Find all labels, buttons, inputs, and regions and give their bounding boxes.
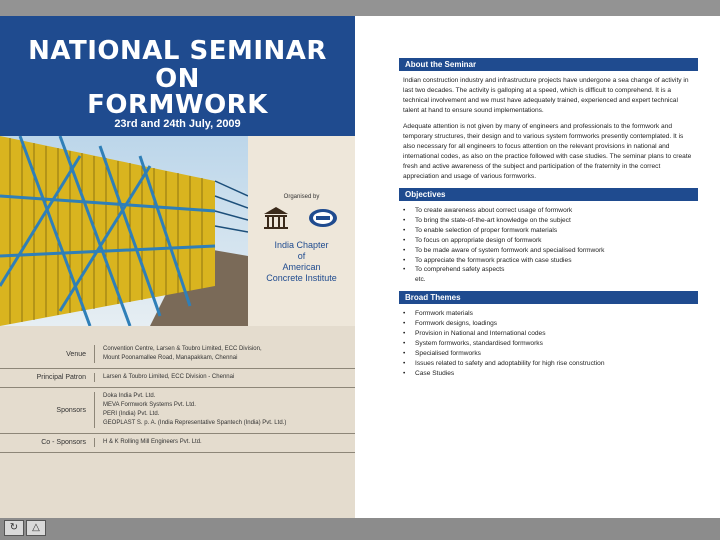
about-paragraph: Indian construction industry and infrastructure projects have undergone a sea change of activity in last two decades. The activity is galloping at a speed, which is difficult to comprehend. It is a technical involvement and we must have adequately trained, experienced and expert technical talent at hand to ensure sound implementations. bbox=[403, 77, 689, 114]
sponsor-line: Doka India Pvt. Ltd. bbox=[103, 393, 156, 399]
organiser-line: American bbox=[282, 262, 321, 272]
theme-text: Case Studies bbox=[415, 369, 455, 377]
bullet: • bbox=[403, 369, 406, 377]
bullet: • bbox=[403, 349, 406, 357]
viewer-top-bar bbox=[0, 0, 720, 16]
venue-value bbox=[95, 345, 262, 363]
objective-text: To comprehend safety aspects bbox=[415, 266, 505, 274]
co-sponsor-line: H & K Rolling Mill Engineers Pvt. Ltd. bbox=[103, 439, 202, 445]
sponsors-label: Sponsors bbox=[0, 392, 95, 428]
list-item bbox=[403, 226, 694, 236]
list-item-trailing: etc. bbox=[415, 276, 426, 284]
aci-logo-icon bbox=[308, 208, 338, 228]
sponsor-line: MEVA Formwork Systems Pvt. Ltd. bbox=[103, 402, 196, 408]
list-item bbox=[403, 265, 694, 275]
theme-text: Provision in National and International codes bbox=[415, 330, 546, 338]
objective-text: To bring the state-of-the-art knowledge on the subject bbox=[415, 216, 571, 224]
title-line-2: ON bbox=[155, 64, 200, 94]
theme-text: Specialised formworks bbox=[415, 349, 481, 357]
home-icon[interactable]: △ bbox=[26, 520, 46, 536]
co-sponsors-label: Co - Sponsors bbox=[0, 438, 95, 447]
list-item bbox=[403, 309, 694, 319]
objective-text: To be made aware of system formwork and specialised formwork bbox=[415, 246, 605, 254]
list-item bbox=[403, 369, 694, 379]
organised-by-label: Organised by bbox=[283, 194, 320, 200]
about-paragraph: Adequate attention is not given by many of engineers and professionals to the formwork and temporary structures, their design and to various system formworks presently contemplated. It is also necessary for all engineers to focus attention on the relevant provisions in national and international codes, as also on the practice followed with case studies. The seminar plans to create fresh and active awareness of the subject and participation of the fraternity in the correct appreciation and usage of various formworks. bbox=[403, 123, 692, 180]
seminar-dates: 23rd and 24th July, 2009 bbox=[114, 118, 241, 130]
organiser-block bbox=[248, 136, 355, 326]
organiser-line: of bbox=[297, 251, 306, 261]
bullet: • bbox=[403, 359, 406, 367]
title-line-3: FORMWORK bbox=[87, 90, 268, 120]
theme-text: Formwork designs, loadings bbox=[415, 320, 498, 328]
patron-label: Principal Patron bbox=[0, 373, 95, 382]
co-sponsors-row bbox=[0, 434, 355, 453]
organiser-line: Concrete Institute bbox=[266, 273, 337, 283]
viewer-bottom-bar bbox=[0, 518, 720, 540]
theme-text: Issues related to safety and adoptability for high rise construction bbox=[415, 359, 605, 367]
list-item bbox=[403, 206, 694, 216]
list-item bbox=[403, 359, 694, 369]
list-item bbox=[403, 216, 694, 226]
venue-row bbox=[0, 341, 355, 369]
bullet: • bbox=[403, 207, 406, 214]
bullet: • bbox=[403, 246, 406, 254]
patron-value bbox=[95, 373, 234, 382]
about-heading: About the Seminar bbox=[399, 58, 698, 71]
organiser-name bbox=[248, 240, 355, 284]
bullet: • bbox=[403, 330, 406, 338]
bullet: • bbox=[403, 236, 406, 244]
patron-line: Larsen & Toubro Limited, ECC Division - Chennai bbox=[103, 374, 235, 380]
patron-row bbox=[0, 369, 355, 388]
bullet: • bbox=[403, 226, 406, 234]
list-item bbox=[403, 246, 694, 256]
co-sponsors-value bbox=[95, 438, 202, 447]
title-line-1: NATIONAL SEMINAR bbox=[28, 36, 327, 66]
theme-text: System formworks, standardised formworks bbox=[415, 339, 543, 347]
brochure-page bbox=[0, 16, 720, 518]
theme-text: Formwork materials bbox=[415, 310, 473, 318]
venue-line: Mount Poonamallee Road, Manapakkam, Chennai bbox=[103, 355, 238, 361]
info-column bbox=[399, 58, 698, 385]
objective-text: To appreciate the formwork practice with case studies bbox=[415, 256, 572, 264]
sponsors-value bbox=[95, 392, 286, 428]
event-details bbox=[0, 341, 355, 453]
objectives-list bbox=[403, 206, 694, 285]
venue-label: Venue bbox=[0, 345, 95, 363]
formwork-photo bbox=[0, 136, 248, 326]
list-item bbox=[403, 349, 694, 359]
bullet: • bbox=[403, 216, 406, 224]
sponsors-row bbox=[0, 388, 355, 434]
list-item bbox=[403, 339, 694, 349]
list-item bbox=[403, 319, 694, 329]
bullet: • bbox=[403, 320, 406, 328]
objective-text: To enable selection of proper formwork materials bbox=[415, 226, 558, 234]
slide-navigation bbox=[4, 520, 46, 536]
themes-heading: Broad Themes bbox=[399, 291, 698, 304]
building-logo-icon bbox=[262, 206, 290, 230]
list-item bbox=[403, 256, 694, 266]
bullet: • bbox=[403, 256, 406, 264]
organiser-line: India Chapter bbox=[274, 240, 329, 250]
objective-text: To focus on appropriate design of formwork bbox=[415, 236, 542, 244]
objectives-heading: Objectives bbox=[399, 188, 698, 201]
objective-text: To create awareness about correct usage of formwork bbox=[415, 207, 573, 214]
cover-panel bbox=[0, 16, 355, 518]
sponsor-line: GEOPLAST S. p. A. (India Representative Spantech (India) Pvt. Ltd.) bbox=[103, 420, 287, 426]
venue-line: Convention Centre, Larsen & Toubro Limited, ECC Division, bbox=[103, 346, 262, 352]
sponsor-line: PERI (India) Pvt. Ltd. bbox=[103, 411, 160, 417]
list-item bbox=[403, 329, 694, 339]
navigation-icon[interactable]: ↻ bbox=[4, 520, 24, 536]
bullet: • bbox=[403, 266, 406, 274]
list-item bbox=[403, 236, 694, 246]
info-panel bbox=[355, 16, 720, 518]
bullet: • bbox=[403, 310, 406, 318]
bullet: • bbox=[403, 339, 406, 347]
themes-list bbox=[403, 309, 694, 378]
